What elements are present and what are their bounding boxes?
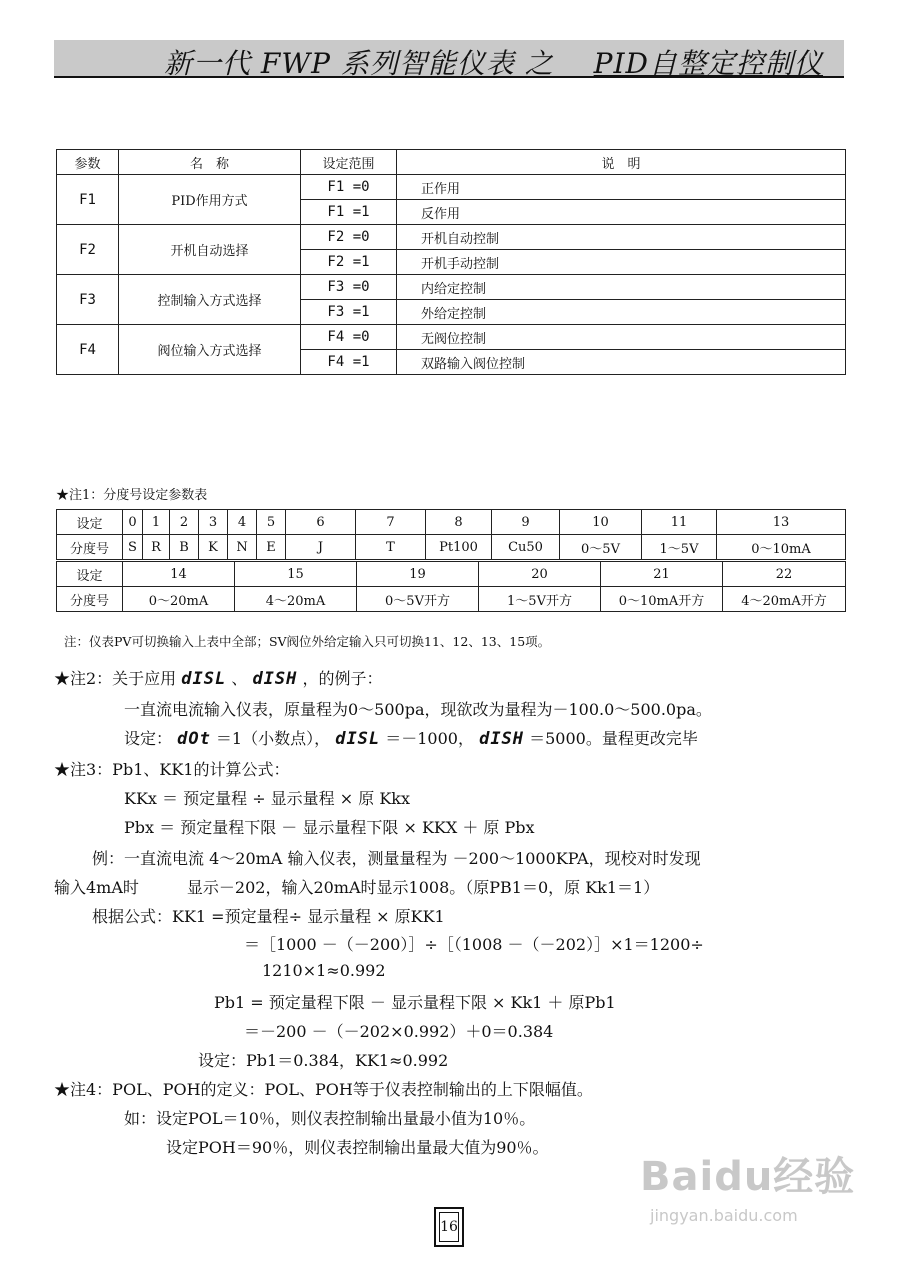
cell: K [199,535,228,560]
note2-line3 [124,726,698,749]
note3-line1: ★注3：Pb1、KK1的计算公式： [54,760,290,779]
cell: R [143,535,170,560]
lcd-text: dISH [252,669,298,689]
cell: T [356,535,426,560]
note1-title: ★注1：分度号设定参数表 [56,488,208,503]
cell: 14 [123,562,235,587]
param-range: F1 =0 [301,175,397,200]
param-range: F4 =1 [301,350,397,375]
param-desc: 开机手动控制 [397,250,846,275]
param-range: F3 =1 [301,300,397,325]
cell: 0～5V [560,535,642,560]
note4-line2: 如：设定POL＝10％，则仪表控制输出量最小值为10％。 [124,1109,536,1128]
param-code: F4 [57,325,119,375]
page-number: 16 [434,1207,464,1247]
cell: 6 [286,510,356,535]
param-range: F2 =1 [301,250,397,275]
lcd-text: dISL [335,729,381,749]
cell: 4～20mA [235,587,357,612]
cell: J [286,535,356,560]
cell: 10 [560,510,642,535]
note3-line9: Pb1 = 预定量程下限 － 显示量程下限 × Kk1 ＋ 原Pb1 [214,993,616,1012]
table-row [57,510,846,535]
param-code: F1 [57,175,119,225]
note3-line7: ＝［1000 －（－200）］÷［（1008 －（－202）］×1＝1200÷ [244,935,704,954]
col-header: 设定范围 [301,150,397,175]
note3-line6: 根据公式：KK1 =预定量程÷ 显示量程 × 原KK1 [92,907,445,926]
header-title-row [164,42,823,82]
col-header: 名 称 [119,150,301,175]
text: ＝5000。量程更改完毕 [529,729,698,748]
param-range: F2 =0 [301,225,397,250]
param-code: F2 [57,225,119,275]
param-desc: 开机自动控制 [397,225,846,250]
header-subtitle: PID自整定控制仪 [593,47,824,80]
param-name: 控制输入方式选择 [119,275,301,325]
param-desc: 无阀位控制 [397,325,846,350]
param-range: F4 =0 [301,325,397,350]
table-row [57,587,846,612]
param-desc: 正作用 [397,175,846,200]
page-header [54,40,844,78]
text: ＝－1000， [385,729,474,748]
table-row [57,562,846,587]
cell: Pt100 [426,535,492,560]
col-header: 参数 [57,150,119,175]
note2-line2: 一直流电流输入仪表，原量程为0～500pa，现欲改为量程为－100.0～500.0pa。 [124,700,712,719]
parameter-table [56,149,846,375]
cell: B [170,535,199,560]
text: 、 [231,669,248,688]
note4-line1: ★注4：POL、POH的定义：POL、POH等于仪表控制输出的上下限幅值。 [54,1080,593,1099]
cell: S [123,535,143,560]
lcd-text: dISH [479,729,525,749]
param-desc: 双路输入阀位控制 [397,350,846,375]
table-row [57,535,846,560]
cell: 5 [257,510,286,535]
param-code: F3 [57,275,119,325]
graduation-table-2 [56,561,846,612]
param-desc: 外给定控制 [397,300,846,325]
cell: N [228,535,257,560]
row-label: 分度号 [57,587,123,612]
watermark-url: jingyan.baidu.com [650,1206,798,1225]
watermark [640,1145,855,1225]
note3-line10: ＝－200 －（－202×0.992）＋0＝0.384 [244,1022,554,1041]
cell: 19 [357,562,479,587]
note3-line2: KKx ＝ 预定量程 ÷ 显示量程 × 原 Kkx [124,789,411,808]
cell: 7 [356,510,426,535]
row-label: 分度号 [57,535,123,560]
cell: 22 [723,562,846,587]
param-name: 阀位输入方式选择 [119,325,301,375]
graduation-table [56,509,846,560]
col-header: 说 明 [397,150,846,175]
text: 设定： [124,729,173,748]
cell: Cu50 [492,535,560,560]
cell: 21 [601,562,723,587]
cell: 0～10mA开方 [601,587,723,612]
row-label: 设定 [57,562,123,587]
cell: 1～5V [642,535,717,560]
table-row [57,175,846,200]
note3-line11: 设定：Pb1＝0.384，KK1≈0.992 [198,1051,449,1070]
cell: 13 [717,510,846,535]
cell: 4～20mA开方 [723,587,846,612]
param-range: F3 =0 [301,275,397,300]
table-header-row [57,150,846,175]
text: ＝1（小数点）， [215,729,331,748]
cell: 9 [492,510,560,535]
cell: 3 [199,510,228,535]
table-row [57,275,846,300]
note3-line5: 输入4mA时 显示－202，输入20mA时显示1008。（原PB1＝0，原 Kk1＝1） [54,878,660,897]
note3-line8: 1210×1≈0.992 [262,961,386,980]
param-name: PID作用方式 [119,175,301,225]
cell: 15 [235,562,357,587]
header-title: 新一代 FWP 系列智能仪表 之 [164,47,554,80]
cell: 11 [642,510,717,535]
param-desc: 反作用 [397,200,846,225]
param-range: F1 =1 [301,200,397,225]
row-label: 设定 [57,510,123,535]
watermark-brand: Baidu经验 [640,1154,856,1200]
note4-line3: 设定POH＝90％，则仪表控制输出量最大值为90％。 [166,1138,549,1157]
table-row [57,325,846,350]
cell: 4 [228,510,257,535]
cell: 0～20mA [123,587,235,612]
cell: 1 [143,510,170,535]
cell: 20 [479,562,601,587]
lcd-text: dOt [177,729,211,749]
note2-line1 [54,666,383,689]
param-name: 开机自动选择 [119,225,301,275]
cell: 0～5V开方 [357,587,479,612]
lcd-text: dISL [181,669,227,689]
cell: 8 [426,510,492,535]
table-footnote: 注：仪表PV可切换输入上表中全部；SV阀位外给定输入只可切换11、12、13、15项。 [64,634,551,649]
cell: 1～5V开方 [479,587,601,612]
cell: 0～10mA [717,535,846,560]
cell: 2 [170,510,199,535]
cell: 0 [123,510,143,535]
table-row [57,225,846,250]
note3-line4: 例：一直流电流 4～20mA 输入仪表，测量量程为 －200～1000KPA，现校对时发现 [92,849,701,868]
note3-line3: Pbx ＝ 预定量程下限 － 显示量程下限 × KKX ＋ 原 Pbx [124,818,535,837]
cell: E [257,535,286,560]
param-desc: 内给定控制 [397,275,846,300]
text: ，的例子： [302,669,383,688]
text: ★注2：关于应用 [54,669,177,688]
